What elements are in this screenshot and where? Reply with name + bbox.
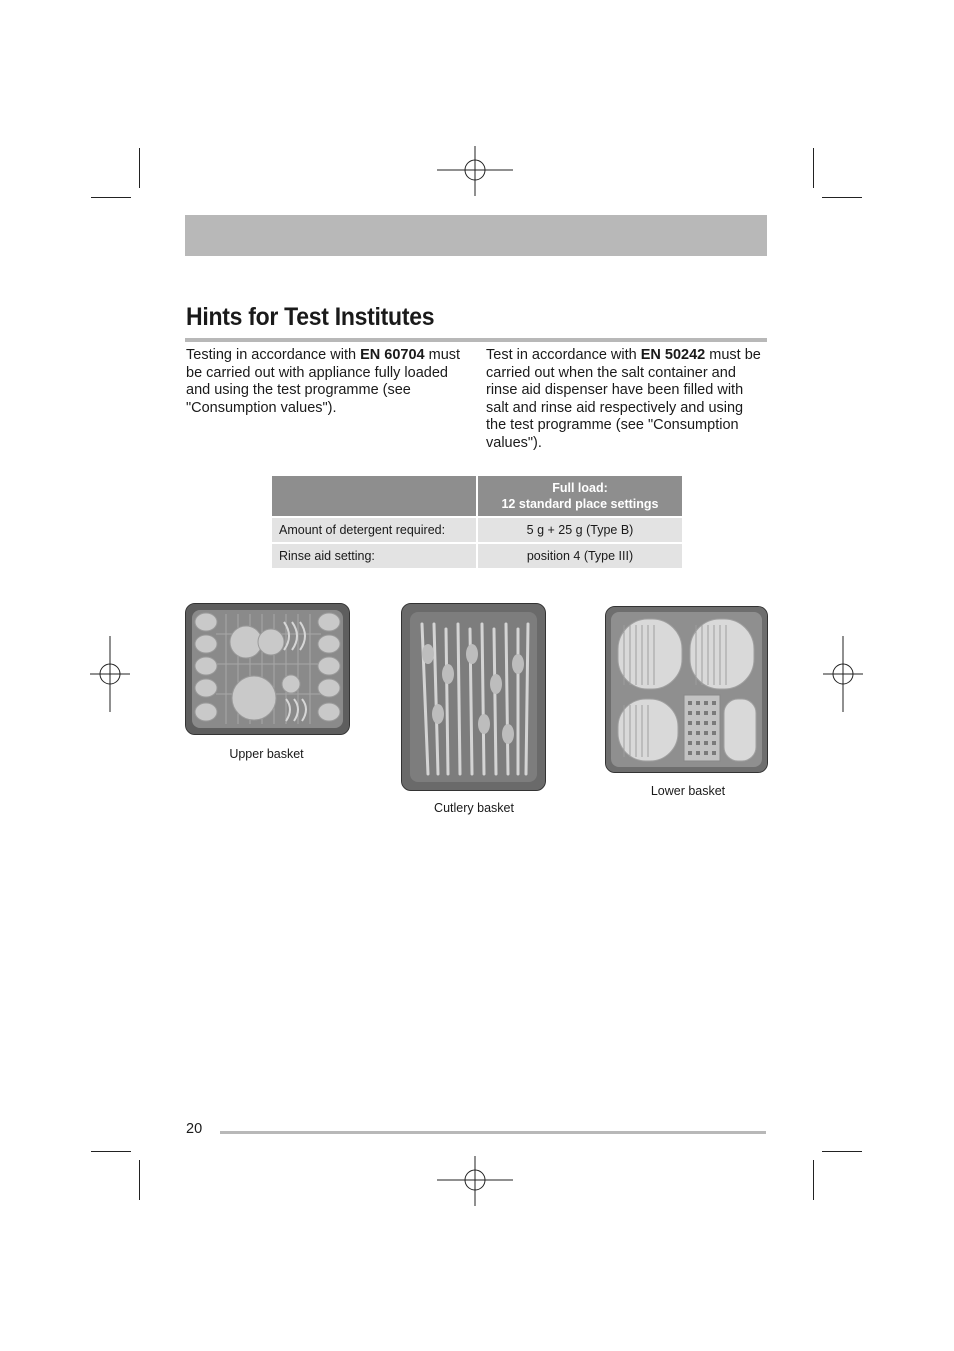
table-header-row	[272, 476, 682, 517]
cutlery-basket-illustration	[402, 604, 545, 790]
standard-en50242: EN 50242	[640, 347, 706, 363]
table-header-empty	[272, 476, 477, 517]
intro-right-post: must be carried out when the salt container and rinse aid dispenser have been filled with salt and rinse aid respectively and using the test programme (see "Consumption values").	[486, 347, 761, 451]
intro-right-paragraph	[486, 347, 761, 453]
intro-left-pre: Testing in accordance with	[186, 347, 361, 363]
crop-mark	[813, 1160, 814, 1200]
registration-mark-right	[823, 636, 863, 712]
table-row	[272, 517, 682, 543]
table-header-full-load	[477, 476, 682, 517]
crop-mark	[139, 1160, 140, 1200]
intro-left-post: must be carried out with appliance fully loaded and using the test programme (see "Consumption values").	[186, 347, 461, 416]
upper-basket-image	[185, 603, 350, 735]
row-value: position 4 (Type III)	[477, 543, 682, 568]
row-label: Rinse aid setting:	[272, 543, 477, 568]
footer-rule	[220, 1131, 766, 1134]
crop-mark	[91, 197, 131, 198]
lower-basket-image	[605, 606, 768, 773]
registration-mark-top	[437, 146, 513, 196]
upper-basket-illustration	[186, 604, 349, 734]
crop-mark	[822, 1151, 862, 1152]
intro-right-pre: Test in accordance with	[486, 347, 641, 363]
page-title: Hints for Test Institutes	[186, 303, 435, 331]
table-row	[272, 543, 682, 568]
upper-basket-caption: Upper basket	[229, 747, 304, 761]
cutlery-basket-caption: Cutlery basket	[434, 801, 514, 815]
row-value: 5 g + 25 g (Type B)	[477, 517, 682, 543]
title-rule	[185, 338, 767, 342]
cutlery-basket-image	[401, 603, 546, 791]
crop-mark	[139, 148, 140, 188]
intro-left-paragraph	[186, 347, 466, 417]
registration-mark-bottom	[437, 1156, 513, 1206]
registration-mark-left	[90, 636, 130, 712]
header-bar	[185, 215, 767, 256]
lower-basket-illustration	[606, 607, 767, 772]
crop-mark	[813, 148, 814, 188]
crop-mark	[822, 197, 862, 198]
lower-basket-caption: Lower basket	[650, 784, 726, 798]
header-line-2: 12 standard place settings	[501, 497, 659, 511]
crop-mark	[91, 1151, 131, 1152]
consumption-table	[272, 476, 682, 568]
standard-en60704: EN 60704	[360, 347, 425, 363]
page-number: 20	[186, 1121, 203, 1137]
row-label: Amount of detergent required:	[272, 517, 477, 543]
header-line-1: Full load:	[552, 481, 608, 495]
